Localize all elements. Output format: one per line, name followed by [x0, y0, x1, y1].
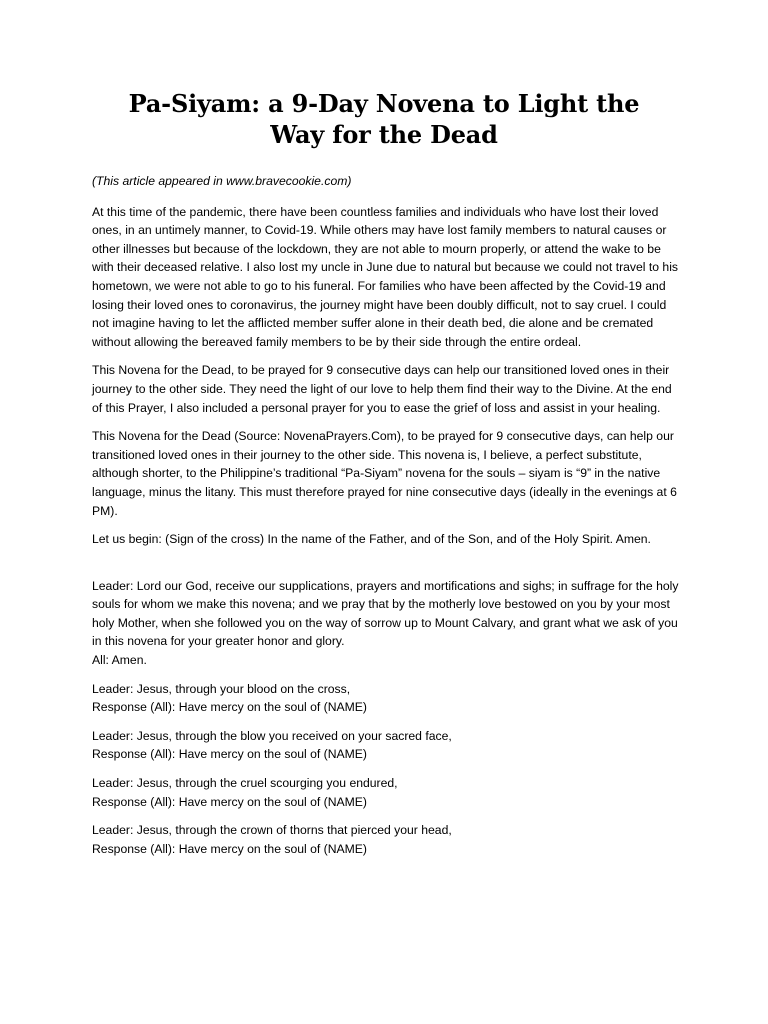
litany-verse	[92, 680, 682, 717]
paragraph-intro: At this time of the pandemic, there have been countless families and individuals who have lost their loved ones, in an untimely manner, to Covid-19. While others may have lost family members to natural causes or other illnesses but because of the lockdown, they are not able to mourn properly, or attend the wake to be with their deceased relative. I also lost my uncle in June due to natural but because we could not travel to his hometown, we were not able to go to his funeral. For families who have been affected by the Covid-19 and losing their loved ones to coronavirus, the journey might have been doubly difficult, not to say cruel. I could not imagine having to let the afflicted member suffer alone in their death bed, die alone and be cremated without allowing the bereaved family members to be by their side through the entire ordeal.	[92, 204, 679, 349]
page-title	[92, 88, 676, 150]
verse-leader: Leader: Jesus, through the cruel scourging you endured,	[92, 776, 398, 791]
verse-leader: Leader: Jesus, through the crown of thorns that pierced your head,	[92, 823, 452, 838]
source-note: (This article appeared in www.bravecookie.com)	[92, 174, 352, 188]
verse-leader: Leader: Jesus, through the blow you received on your sacred face,	[92, 728, 452, 743]
paragraph-novena-source: This Novena for the Dead (Source: NovenaPrayers.Com), to be prayed for 9 consecutive days, can help our transitioned loved ones in their journey to the other side. This novena is, I believe, a perfect substitute, although shorter, to the Philippine’s traditional “Pa-Siyam” novena for the souls – siyam is “9” in the native language, minus the litany. This must therefore prayed for nine consecutive days (ideally in the evenings at 6 PM).	[92, 429, 677, 518]
paragraph-opening: Let us begin: (Sign of the cross) In the name of the Father, and of the Son, and of the Holy Spirit. Amen.	[92, 532, 651, 547]
all-amen: All: Amen.	[92, 653, 147, 668]
verse-leader: Leader: Jesus, through your blood on the cross,	[92, 681, 351, 696]
verse-response: Response (All): Have mercy on the soul of (NAME)	[92, 841, 367, 856]
litany-verse	[92, 821, 682, 858]
article-body	[92, 172, 682, 868]
leader-prayer-text: Leader: Lord our God, receive our supplications, prayers and mortifications and sighs; in suffrage for the holy souls for whom we make this novena; and we pray that by the motherly love bestowed on you by your most holy Mother, when she followed you on the way of sorrow up to Mount Calvary, and grant what we ask of you in this novena for your greater honor and glory.	[92, 578, 679, 649]
verse-response: Response (All): Have mercy on the soul of (NAME)	[92, 700, 367, 715]
litany-verse	[92, 774, 682, 811]
litany-verse	[92, 727, 682, 764]
paragraph-novena-purpose: This Novena for the Dead, to be prayed for 9 consecutive days can help our transitioned loved ones in their journey to the other side. They need the light of our love to help them find their way to the Divine. At the end of this Prayer, I also included a personal prayer for you to ease the grief of loss and assist in your healing.	[92, 363, 672, 415]
title-line-2: Way for the Dead	[270, 120, 498, 149]
verse-response: Response (All): Have mercy on the soul of (NAME)	[92, 747, 367, 762]
leader-opening-prayer	[92, 577, 682, 670]
title-line-1: Pa-Siyam: a 9-Day Novena to Light the	[128, 89, 640, 118]
verse-response: Response (All): Have mercy on the soul of (NAME)	[92, 794, 367, 809]
spacer	[92, 559, 682, 577]
